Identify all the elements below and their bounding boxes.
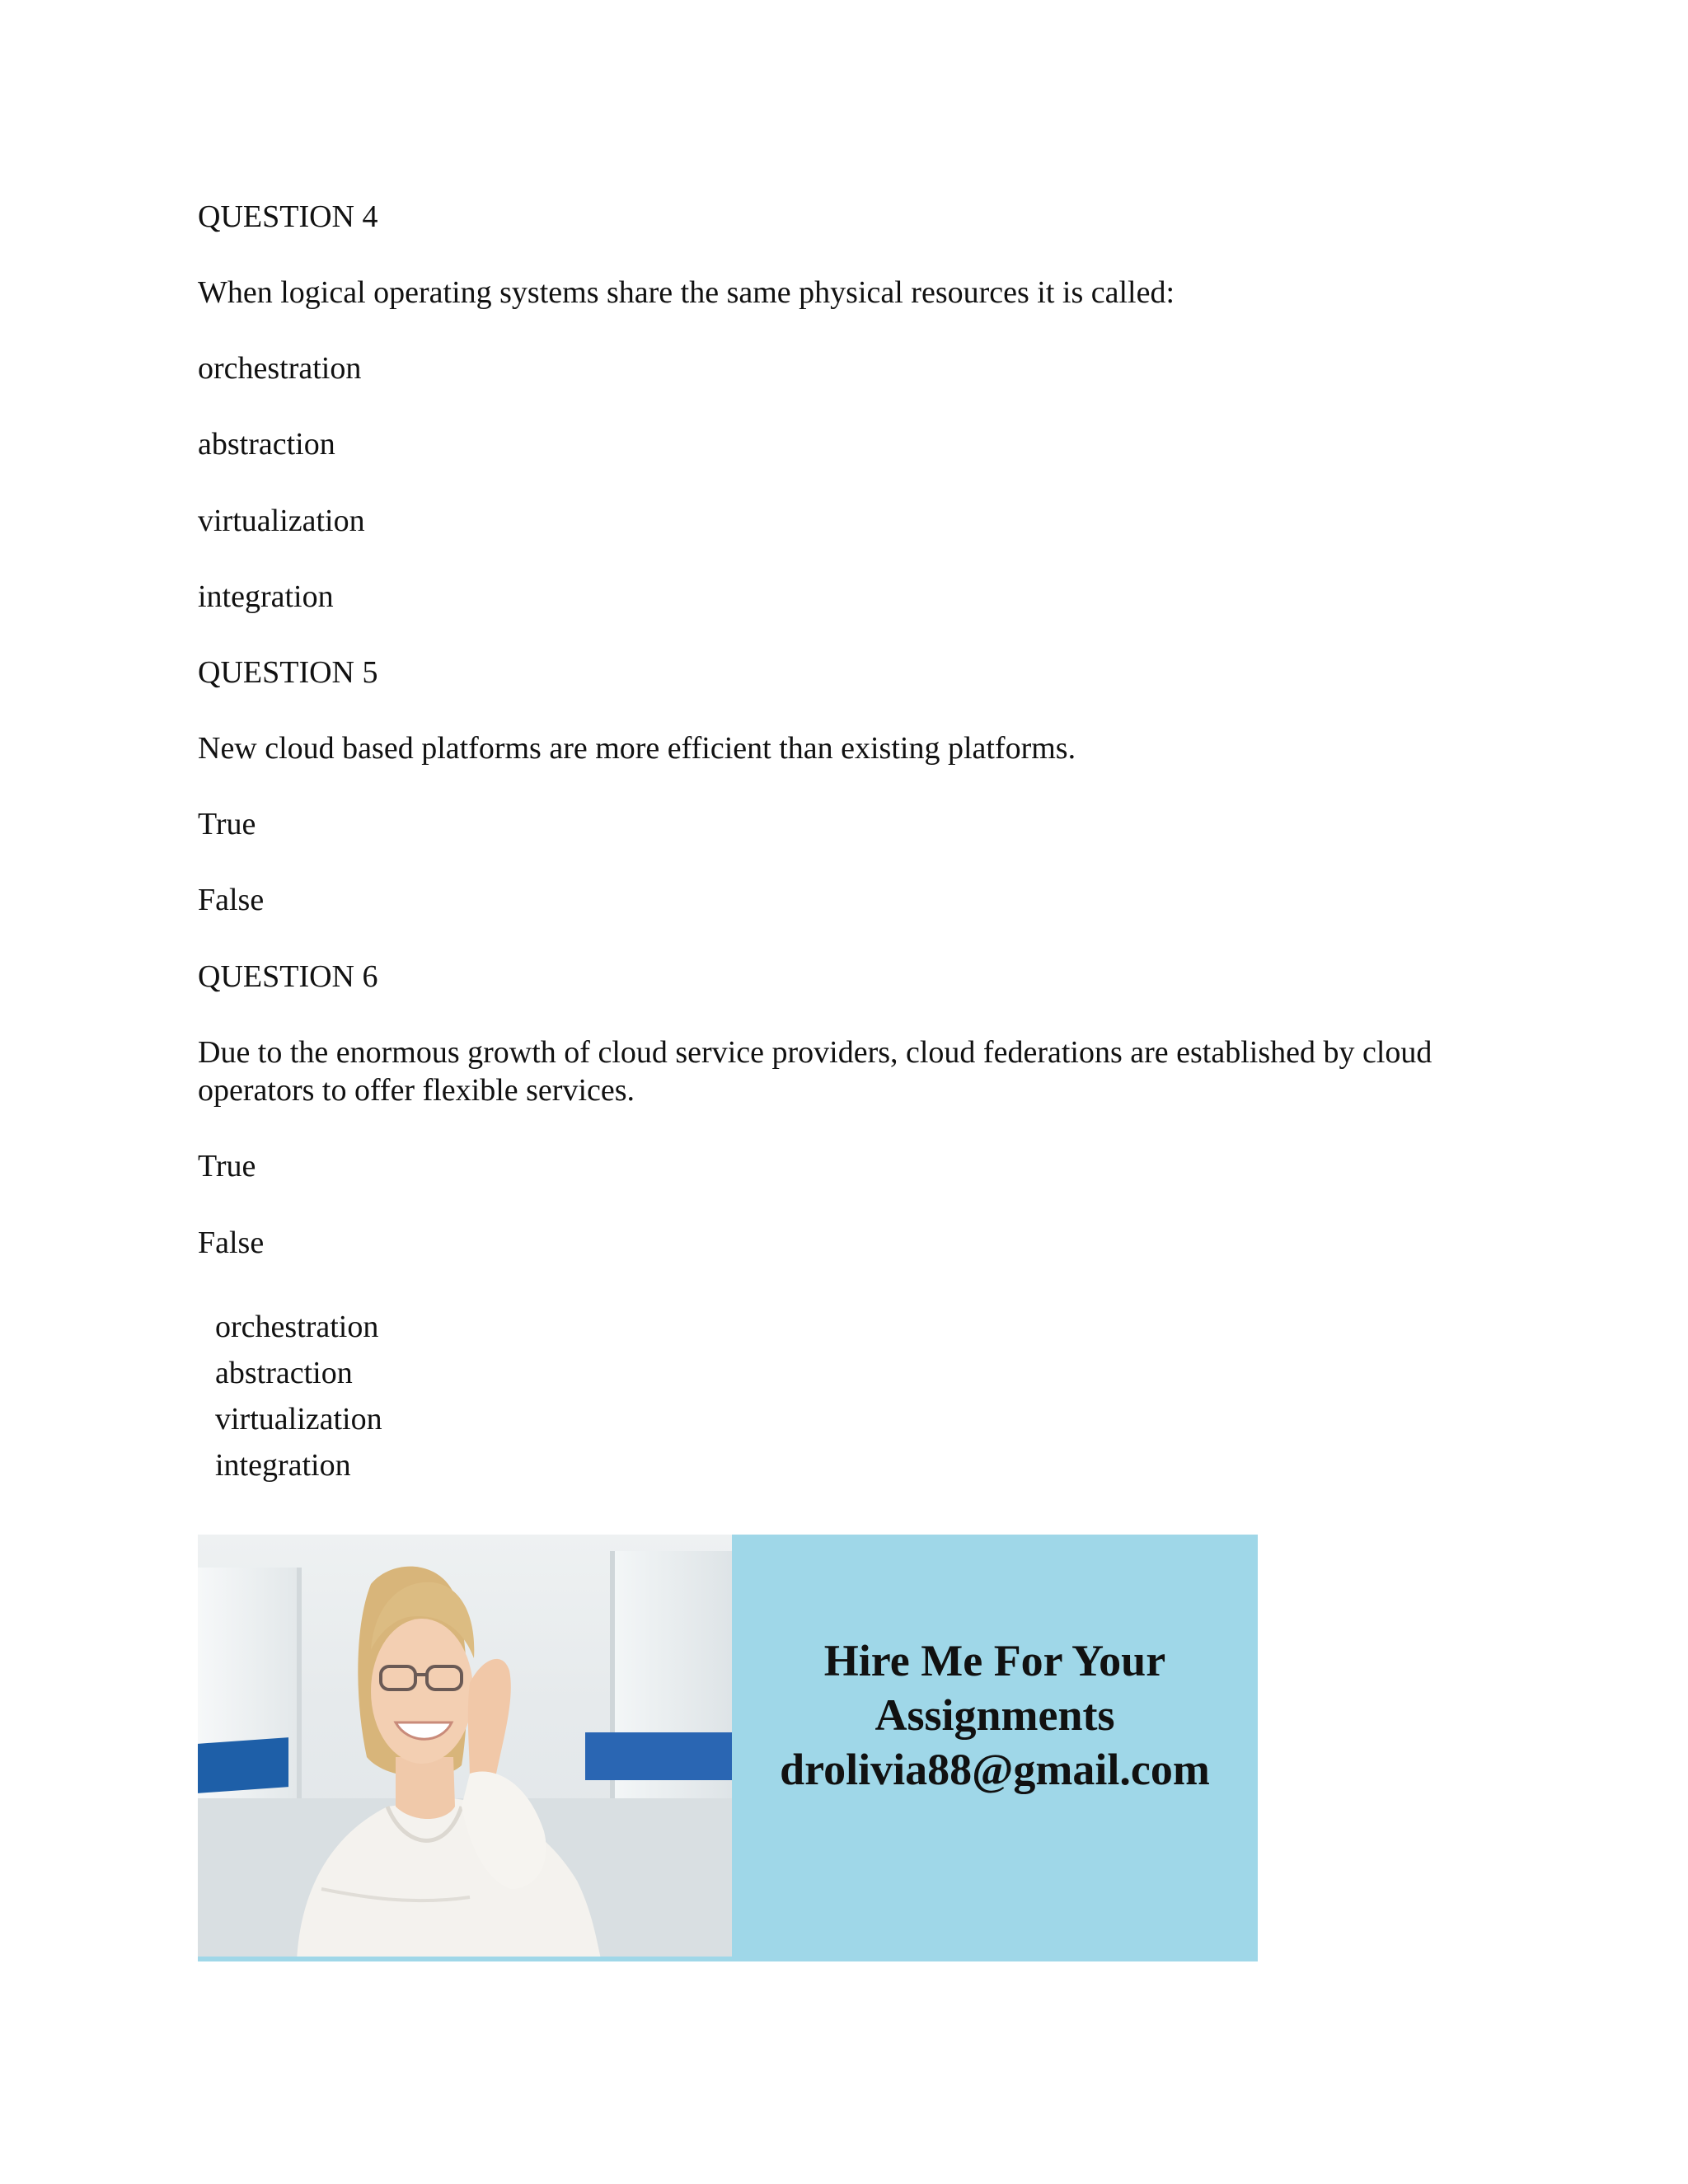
- question-6-option: False: [198, 1226, 265, 1260]
- promo-email: drolivia88@gmail.com: [780, 1745, 1210, 1794]
- hire-me-banner: [198, 1535, 1258, 1961]
- question-4-option: orchestration: [198, 351, 362, 386]
- question-5-heading: QUESTION 5: [198, 655, 378, 690]
- woman-photo: [198, 1535, 732, 1961]
- extra-option: integration: [215, 1448, 351, 1483]
- extra-option: orchestration: [215, 1310, 379, 1344]
- banner-bottom-strip: [198, 1957, 1258, 1961]
- question-5-option: True: [198, 807, 256, 841]
- promo-line-1: Hire Me For Your: [823, 1636, 1166, 1685]
- extra-option: virtualization: [215, 1402, 382, 1436]
- extra-option: abstraction: [215, 1356, 353, 1390]
- question-4-prompt: When logical operating systems share the same physical resources it is called:: [198, 275, 1175, 310]
- question-4-option: integration: [198, 579, 334, 614]
- question-6-heading: QUESTION 6: [198, 959, 378, 994]
- question-5-option: False: [198, 883, 265, 917]
- question-4-option: virtualization: [198, 504, 365, 538]
- question-4-heading: QUESTION 4: [198, 199, 378, 234]
- woman-illustration: [198, 1535, 732, 1961]
- promo-line-2: Assignments: [874, 1690, 1115, 1740]
- question-4-option: abstraction: [198, 427, 335, 462]
- question-6-prompt: Due to the enormous growth of cloud service providers, cloud federations are established by cloud operators to offer flexible services.: [198, 1035, 1432, 1108]
- question-6-option: True: [198, 1149, 256, 1183]
- promo-text: [732, 1633, 1258, 1797]
- promo-panel: [732, 1535, 1258, 1957]
- question-5-prompt: New cloud based platforms are more efficient than existing platforms.: [198, 731, 1076, 766]
